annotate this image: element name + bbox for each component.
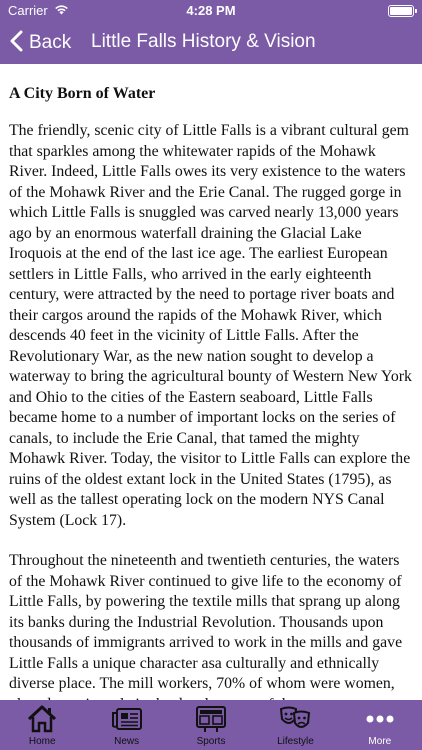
tab-bar	[0, 700, 422, 750]
newspaper-icon	[111, 704, 143, 734]
scoreboard-icon	[195, 704, 227, 734]
status-bar	[0, 0, 422, 22]
chevron-left-icon	[10, 30, 23, 57]
tab-lifestyle-label: Lifestyle	[277, 736, 314, 747]
tab-sports[interactable]	[169, 700, 253, 750]
status-time: 4:28 PM	[186, 3, 236, 18]
tab-lifestyle[interactable]	[253, 700, 337, 750]
home-icon	[27, 704, 57, 734]
tab-more-label: More	[368, 736, 392, 747]
back-label: Back	[29, 32, 72, 53]
back-button[interactable]	[10, 28, 71, 58]
theater-masks-icon	[279, 704, 311, 734]
tab-home[interactable]	[0, 700, 84, 750]
tab-sports-label: Sports	[196, 736, 226, 747]
battery-icon	[388, 5, 414, 17]
nav-bar	[0, 22, 422, 64]
article-title: A City Born of Water	[9, 85, 156, 102]
tab-more[interactable]	[338, 700, 422, 750]
article-paragraph: Throughout the nineteenth and twentieth centuries, the waters of the Mohawk River continued to give life to the economy of Little Falls, by powering the textile mills that sprang up along its banks during the Industrial Revolution. Thousands upon thousands of immigrants arrived to work in the mills and gave Little Falls a unique character asa culturally and ethnically diverse place. The mill workers, 70% of whom were women,	[9, 552, 403, 692]
carrier-label: Carrier	[8, 3, 48, 18]
tab-home-label: Home	[28, 736, 56, 747]
page-title: Little Falls History & Vision	[91, 31, 316, 52]
article-paragraph: The friendly, scenic city of Little Falls is a vibrant cultural gem that sparkles among the whitewater rapids of the Mohawk River. Indeed, Little Falls owes its very existence to the waters of the Mohawk River and the Erie Canal. The rugged gorge in which Little Falls is snuggled was carved nearly 13,000 years ago by an enormous waterfall draining the Glacial Lake Iroquois at the end of the last ice age. The earliest European settlers in Little Falls, who arrived in the early eighteenth century, were attracted by the need to portage river boats and their cargos around the rapids of the Mohawk River, which descends 40 feet in the vicinity of Little Falls. After the Revolutionary War, as the new nation sought to develop a waterway to bring the agricultural bounty of Western New York and Ohio to the cities of the Eastern seaboard, Little Falls became home to a number of important locks on the series of canals, to include the Erie Canal, that tamed the mighty Mohawk River. Today, the visitor to Little Falls can explore the ruins of the oldest extant lock in the United States (1795), as well as the tallest operating lock on the modern NYS Canal System (Lock 17).	[9, 122, 412, 529]
more-icon	[365, 704, 395, 734]
tab-news-label: News	[114, 736, 140, 747]
tab-news[interactable]	[84, 700, 168, 750]
article-content[interactable]	[0, 64, 422, 700]
